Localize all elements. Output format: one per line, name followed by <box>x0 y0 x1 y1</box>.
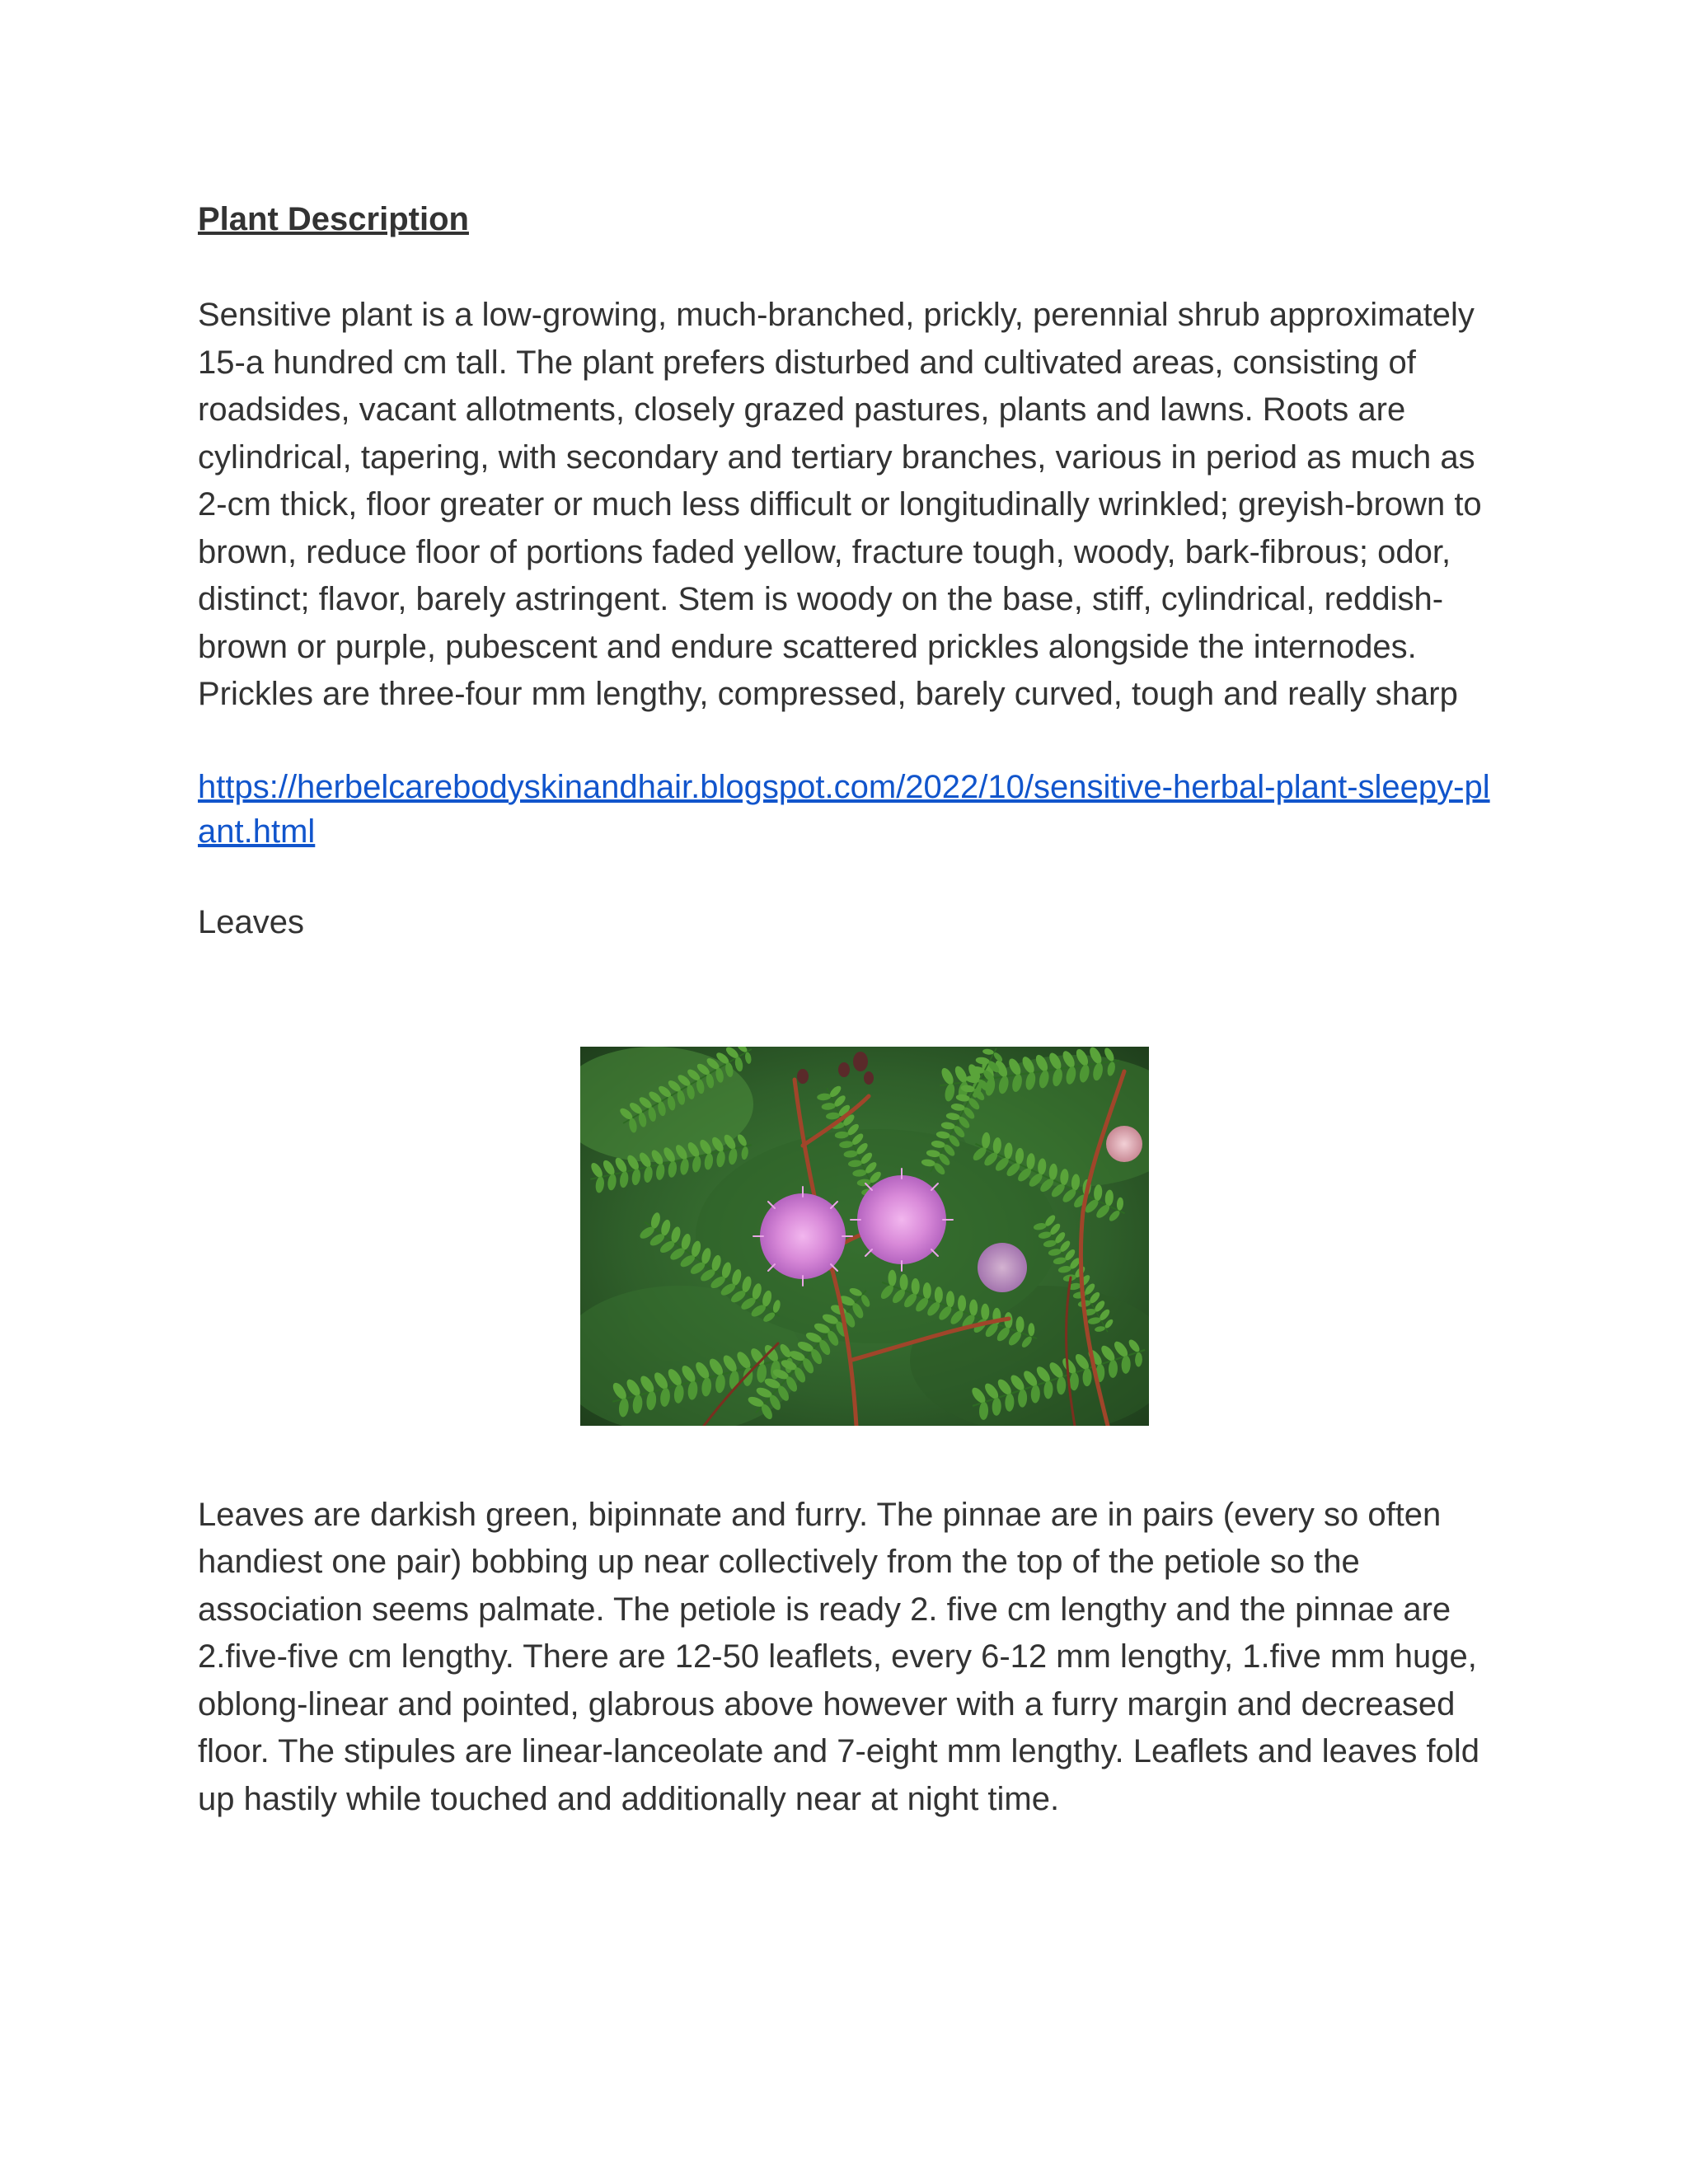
source-link[interactable]: https://herbelcarebodyskinandhair.blogspot.com/2022/10/sensitive-herbal-plant-sleepy-plant.html <box>198 768 1490 850</box>
document-body <box>198 198 1500 1823</box>
figure-container <box>198 1047 1500 1426</box>
section-label-leaves: Leaves <box>198 903 304 940</box>
page-title: Plant Description <box>198 201 469 237</box>
leaves-paragraph: Leaves are darkish green, bipinnate and furry. The pinnae are in pairs (every so often handiest one pair) bobbing up near collectively from the top of the petiole so the association seems palmate. The petiole is ready 2. five cm lengthy and the pinnae are 2.five-five cm lengthy. There are 12-50 leaflets, every 6-12 mm lengthy, 1.five mm huge, oblong-linear and pointed, glabrous above however with a furry margin and decreased floor. The stipules are linear-lanceolate and 7-eight mm lengthy. Leaflets and leaves fold up hastily while touched and additionally near at night time. <box>198 1496 1479 1817</box>
mimosa-pudica-photo-icon <box>580 1047 1149 1426</box>
description-paragraph: Sensitive plant is a low-growing, much-branched, prickly, perennial shrub approximately 15-a hundred cm tall. The plant prefers disturbed and cultivated areas, consisting of roadsides, vacant allotments, closely grazed pastures, plants and lawns. Roots are cylindrical, tapering, with secondary and tertiary branches, various in period as much as 2-cm thick, floor greater or much less difficult or longitudinally wrinkled; greyish-brown to brown, reduce floor of portions faded yellow, fracture tough, woody, bark-fibrous; odor, distinct; flavor, barely astringent. Stem is woody on the base, stiff, cylindrical, reddish-brown or purple, pubescent and endure scattered prickles alongside the internodes. Prickles are three-four mm lengthy, compressed, barely curved, tough and really sharp <box>198 297 1482 712</box>
